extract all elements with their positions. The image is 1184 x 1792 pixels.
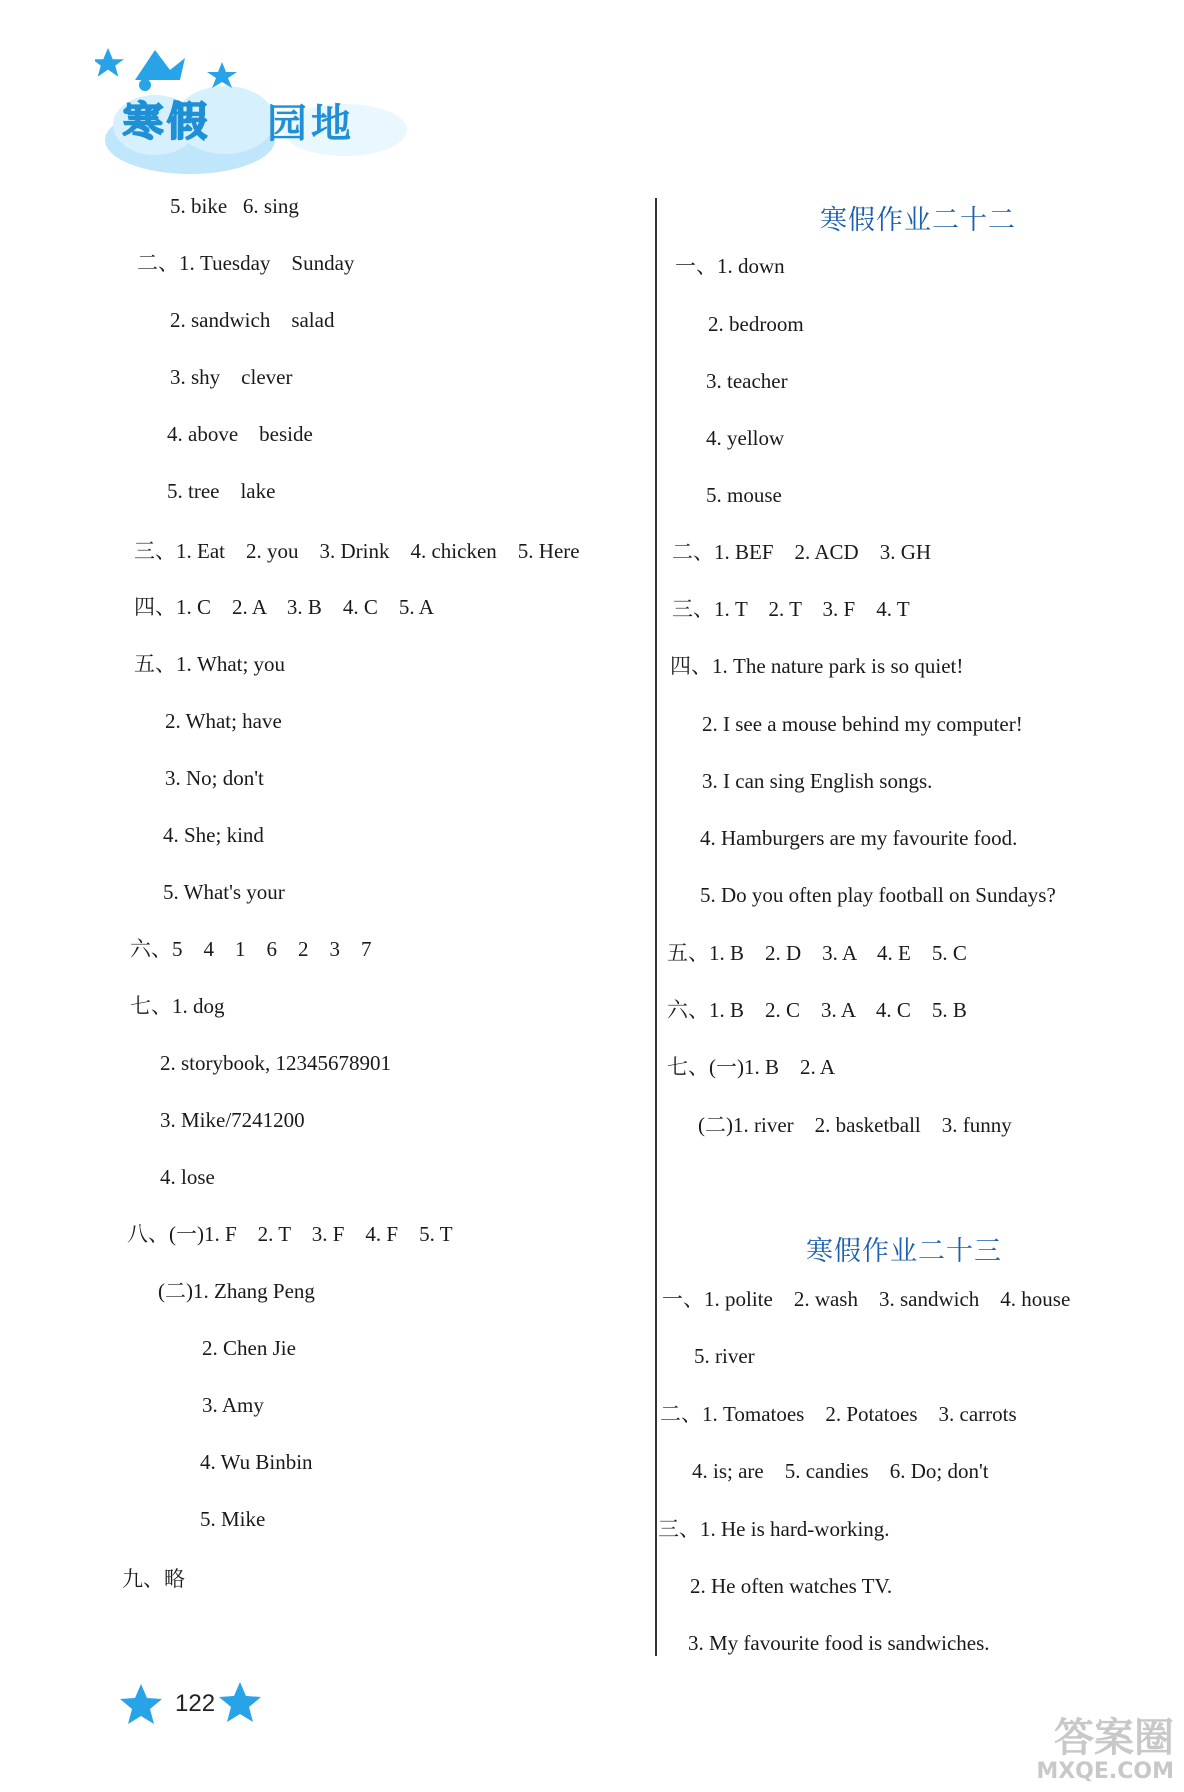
left-line: 4. She; kind: [163, 823, 264, 847]
left-line: 5. tree lake: [167, 479, 276, 503]
right-line: 4. Hamburgers are my favourite food.: [700, 826, 1018, 850]
left-line: 2. sandwich salad: [170, 308, 335, 332]
right-line: 二、1. BEF 2. ACD 3. GH: [672, 540, 932, 564]
left-line: 四、1. C 2. A 3. B 4. C 5. A: [134, 595, 434, 619]
right-line: 一、1. polite 2. wash 3. sandwich 4. house: [662, 1287, 1071, 1311]
left-line: 二、1. Tuesday Sunday: [137, 251, 355, 275]
left-line: 2. Chen Jie: [202, 1336, 296, 1360]
right-line: 四、1. The nature park is so quiet!: [670, 654, 964, 678]
left-line: 5. What's your: [163, 880, 285, 904]
right-line: 2. He often watches TV.: [690, 1574, 893, 1598]
section-heading-23: 寒假作业二十三: [806, 1236, 1002, 1267]
left-line: 3. Amy: [202, 1393, 264, 1417]
left-line: 九、略: [122, 1567, 185, 1591]
right-line: 4. is; are 5. candies 6. Do; don't: [692, 1459, 989, 1483]
right-line: 三、1. T 2. T 3. F 4. T: [672, 597, 910, 621]
left-line: 4. above beside: [167, 422, 313, 446]
right-line: 4. yellow: [706, 426, 785, 450]
watermark-text-2: MXQE.COM: [1036, 1759, 1174, 1784]
watermark: [1036, 1716, 1174, 1784]
left-line: (二)1. Zhang Peng: [158, 1279, 315, 1303]
right-line: 二、1. Tomatoes 2. Potatoes 3. carrots: [660, 1402, 1017, 1426]
right-line: 三、1. He is hard-working.: [658, 1517, 890, 1541]
left-line: 3. Mike/7241200: [160, 1108, 305, 1132]
right-line: 5. Do you often play football on Sundays?: [700, 883, 1056, 907]
right-line: 七、(一)1. B 2. A: [667, 1055, 835, 1079]
right-line: 3. teacher: [706, 369, 788, 393]
page-number: 122: [175, 1690, 216, 1717]
column-divider: [655, 198, 657, 1656]
right-line: 2. bedroom: [708, 312, 804, 336]
star-icon: [120, 1684, 162, 1724]
left-line: 5. Mike: [200, 1507, 266, 1531]
right-line: 5. river: [694, 1344, 755, 1368]
right-line: (二)1. river 2. basketball 3. funny: [698, 1113, 1012, 1137]
left-line: 2. What; have: [165, 709, 282, 733]
star-icon: [219, 1682, 261, 1722]
logo-text-hanjia: 寒假: [123, 99, 211, 145]
left-line: 2. storybook, 12345678901: [160, 1051, 391, 1075]
right-line: 5. mouse: [706, 483, 782, 507]
right-line: 六、1. B 2. C 3. A 4. C 5. B: [667, 998, 967, 1022]
left-line: 六、5 4 1 6 2 3 7: [130, 937, 372, 961]
left-line: 3. No; don't: [165, 766, 264, 790]
right-line: 一、1. down: [675, 254, 785, 278]
right-line: 五、1. B 2. D 3. A 4. E 5. C: [667, 941, 967, 965]
left-line: 三、1. Eat 2. you 3. Drink 4. chicken 5. Here: [134, 539, 580, 563]
left-line: 五、1. What; you: [134, 652, 286, 676]
left-line: 4. lose: [160, 1165, 215, 1189]
left-line: 5. bike 6. sing: [170, 194, 299, 218]
right-line: 3. My favourite food is sandwiches.: [688, 1631, 990, 1655]
watermark-text-1: 答案圈: [1054, 1715, 1174, 1761]
left-line: 七、1. dog: [130, 994, 225, 1018]
section-heading-22: 寒假作业二十二: [820, 205, 1016, 236]
left-line: 4. Wu Binbin: [200, 1450, 313, 1474]
logo-text-yuandi: 园地: [267, 101, 355, 147]
left-line: 八、(一)1. F 2. T 3. F 4. F 5. T: [127, 1222, 453, 1246]
right-line: 2. I see a mouse behind my computer!: [702, 712, 1023, 736]
left-line: 3. shy clever: [170, 365, 293, 389]
right-line: 3. I can sing English songs.: [702, 769, 933, 793]
logo: [95, 40, 415, 180]
